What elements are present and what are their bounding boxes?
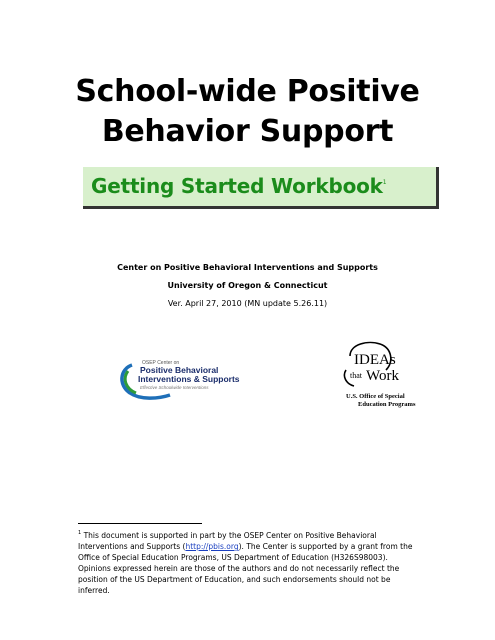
subtitle: [91, 174, 386, 198]
footnote-marker: 1: [78, 530, 82, 536]
organization-name: Center on Positive Behavioral Interventions and Supports: [117, 263, 378, 272]
ideas-logo-caption1: U.S. Office of Special: [346, 393, 405, 400]
subtitle-banner: [83, 167, 439, 209]
pbis-link[interactable]: http://pbis.org: [185, 542, 239, 551]
footnote-text-after: ). The Center is supported by a grant from the Office of Special Education Programs, US Department of Education (H326S98003). Opinions expressed herein are those of the authors and do not necessarily reflect the position of the US Department of Education, and such endorsements should not be inferred.: [78, 542, 413, 595]
footnote-text-before: This document is supported in part by the OSEP Center on Positive Behavioral Interventions and Supports (: [78, 531, 377, 551]
title-line-2: Behavior Support: [101, 114, 394, 149]
footnote-separator: [78, 523, 202, 524]
ideas-logo-caption2: Education Programs: [358, 401, 416, 408]
title-line-1: School-wide Positive: [75, 74, 420, 109]
ideas-that-work-logo: [320, 340, 440, 412]
ideas-logo-word3: Work: [366, 368, 399, 384]
document-title: [0, 72, 495, 152]
version-line: Ver. April 27, 2010 (MN update 5.26.11): [167, 299, 328, 308]
footnote: [78, 528, 423, 596]
ideas-logo-word1: IDEAs: [354, 352, 396, 368]
pbis-logo-line1: OSEP Center on: [142, 360, 180, 366]
pbis-logo-line4: Effective Schoolwide Interventions: [140, 385, 209, 390]
pbis-logo: [118, 355, 243, 403]
university-name: University of Oregon & Connecticut: [167, 281, 328, 290]
pbis-logo-line3: Interventions & Supports: [138, 374, 240, 384]
ideas-logo-word2: that: [350, 371, 362, 380]
footnote-reference[interactable]: 1: [382, 179, 387, 186]
subtitle-text: Getting Started Workbook: [91, 174, 383, 198]
pbis-logo-line2: Positive Behavioral: [140, 365, 219, 375]
